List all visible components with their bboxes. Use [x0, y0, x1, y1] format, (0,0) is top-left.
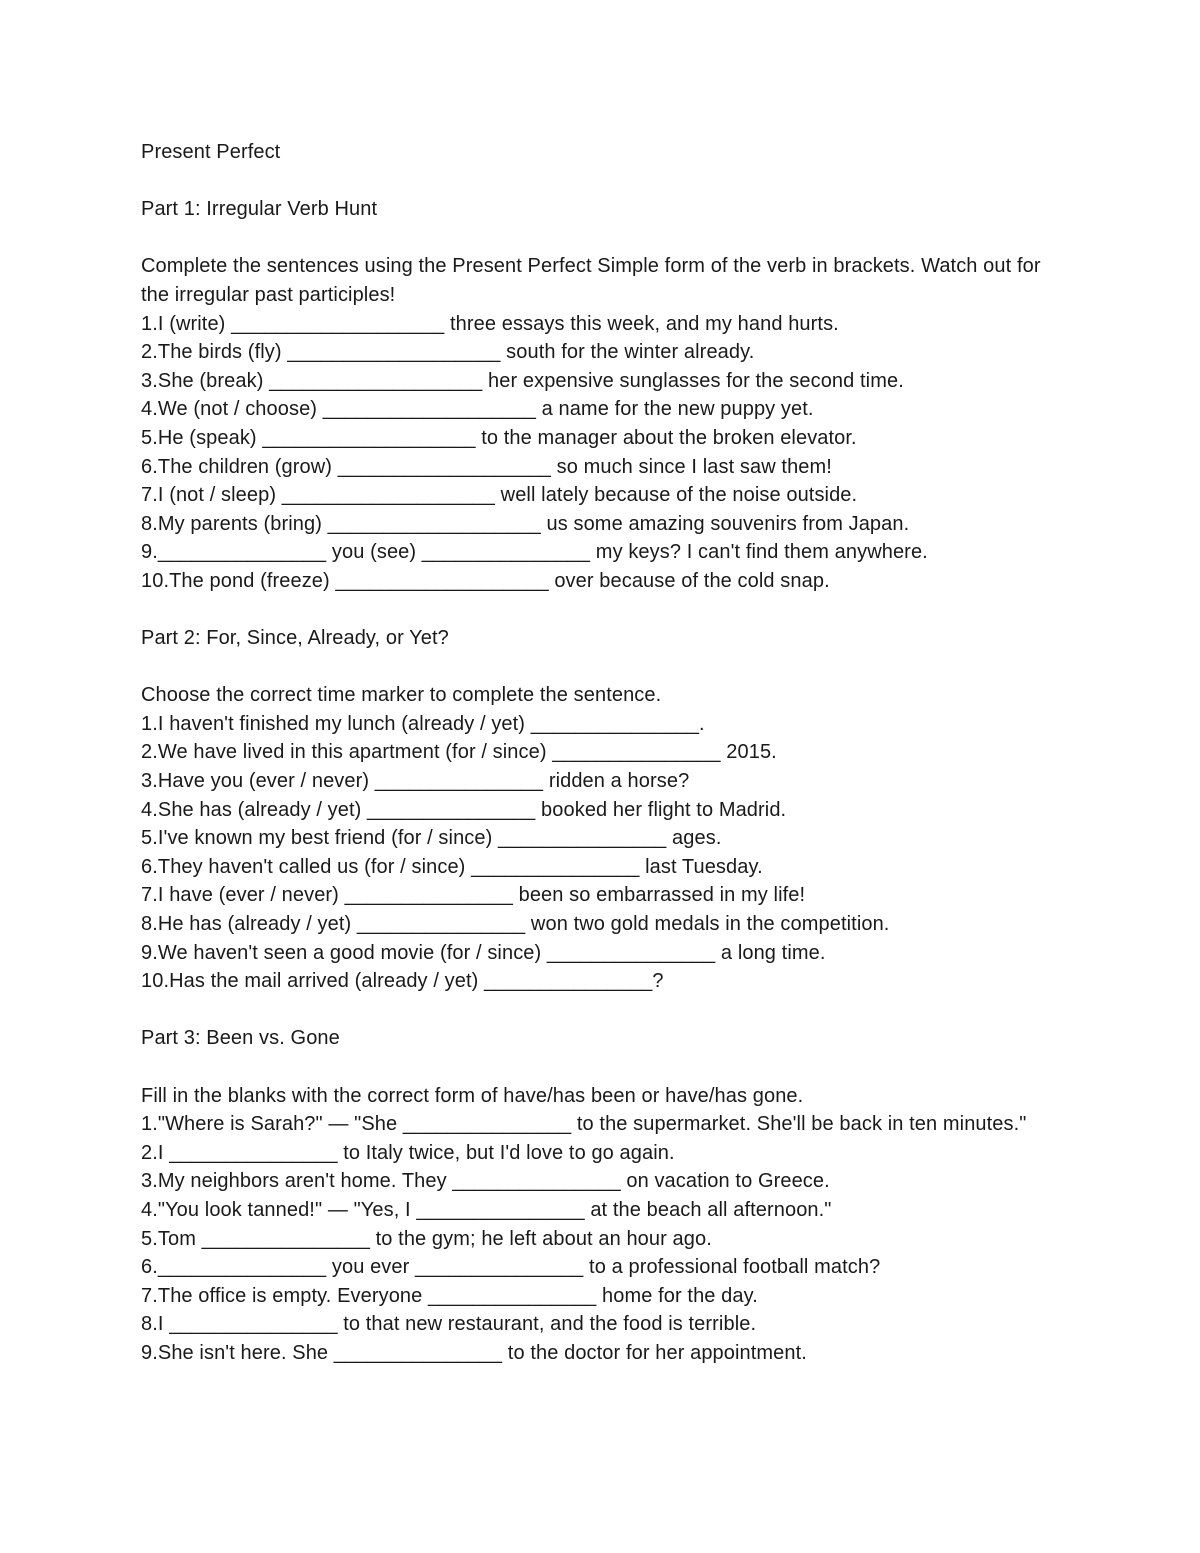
spacer: [141, 167, 1046, 196]
exercise-item: 1.I haven't finished my lunch (already / yet) _______________.: [141, 712, 705, 735]
exercise-item: 3.My neighbors aren't home. They _______________ on vacation to Greece.: [141, 1170, 830, 1193]
spacer: [141, 653, 1046, 682]
exercise-item: 9._______________ you (see) _______________ my keys? I can't find them anywhere.: [141, 541, 928, 564]
exercise-item: 3.Have you (ever / never) _______________ ridden a horse?: [141, 770, 690, 793]
part3-heading: Part 3: Been vs. Gone: [141, 1027, 340, 1050]
exercise-item: 1."Where is Sarah?" — "She _______________ to the supermarket. She'll be back in ten minutes.": [141, 1113, 1027, 1136]
exercise-item: 2.I _______________ to Italy twice, but I'd love to go again.: [141, 1141, 675, 1164]
exercise-item: 2.The birds (fly) ___________________ south for the winter already.: [141, 341, 755, 364]
exercise-item: 6.The children (grow) ___________________ so much since I last saw them!: [141, 455, 832, 478]
exercise-item: 10.The pond (freeze) ___________________ over because of the cold snap.: [141, 569, 830, 592]
worksheet-page: [141, 138, 1046, 1368]
exercise-item: 8.He has (already / yet) _______________ won two gold medals in the competition.: [141, 913, 890, 936]
exercise-item: 8.I _______________ to that new restaurant, and the food is terrible.: [141, 1313, 757, 1336]
exercise-item: 4.We (not / choose) ___________________ a name for the new puppy yet.: [141, 398, 814, 421]
part3-instructions: Fill in the blanks with the correct form of have/has been or have/has gone.: [141, 1084, 804, 1107]
exercise-item: 10.Has the mail arrived (already / yet) _______________?: [141, 970, 664, 993]
spacer: [141, 596, 1046, 625]
exercise-item: 2.We have lived in this apartment (for / since) _______________ 2015.: [141, 741, 777, 764]
part2-instructions: Choose the correct time marker to complete the sentence.: [141, 684, 662, 707]
exercise-item: 4.She has (already / yet) _______________ booked her flight to Madrid.: [141, 798, 787, 821]
exercise-item: 7.I have (ever / never) _______________ been so embarrassed in my life!: [141, 884, 806, 907]
spacer: [141, 996, 1046, 1025]
document-title: Present Perfect: [141, 141, 281, 163]
exercise-item: 8.My parents (bring) ___________________ us some amazing souvenirs from Japan.: [141, 512, 910, 535]
exercise-item: 9.We haven't seen a good movie (for / since) _______________ a long time.: [141, 941, 826, 964]
part2-heading: Part 2: For, Since, Already, or Yet?: [141, 627, 449, 650]
exercise-item: 5.Tom _______________ to the gym; he left about an hour ago.: [141, 1227, 712, 1250]
exercise-item: 6.They haven't called us (for / since) _______________ last Tuesday.: [141, 855, 763, 878]
spacer: [141, 224, 1046, 253]
exercise-item: 4."You look tanned!" — "Yes, I _______________ at the beach all afternoon.": [141, 1198, 832, 1221]
part1-heading: Part 1: Irregular Verb Hunt: [141, 198, 378, 221]
exercise-item: 3.She (break) ___________________ her expensive sunglasses for the second time.: [141, 369, 904, 392]
exercise-item: 5.He (speak) ___________________ to the manager about the broken elevator.: [141, 426, 857, 449]
exercise-item: 7.The office is empty. Everyone _______________ home for the day.: [141, 1284, 758, 1307]
exercise-item: 1.I (write) ___________________ three essays this week, and my hand hurts.: [141, 312, 839, 335]
exercise-item: 9.She isn't here. She _______________ to the doctor for her appointment.: [141, 1341, 807, 1364]
spacer: [141, 1053, 1046, 1082]
part1-instructions: Complete the sentences using the Present Perfect Simple form of the verb in brackets. Watch out for the irregular past participles!: [141, 255, 1047, 306]
exercise-item: 7.I (not / sleep) ___________________ well lately because of the noise outside.: [141, 484, 858, 507]
exercise-item: 5.I've known my best friend (for / since) _______________ ages.: [141, 827, 722, 850]
exercise-item: 6._______________ you ever _______________ to a professional football match?: [141, 1256, 881, 1279]
